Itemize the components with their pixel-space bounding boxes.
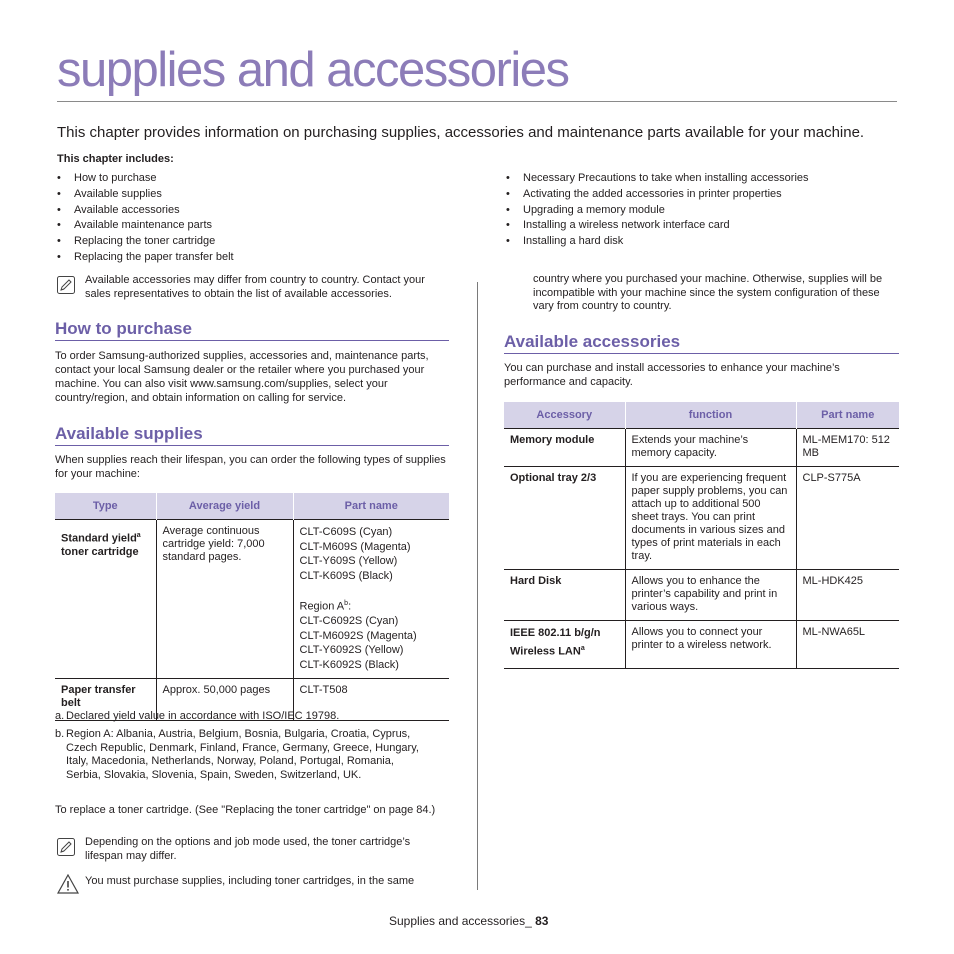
column-header: Type — [55, 493, 156, 520]
part-cell: ML-NWA65L — [796, 621, 899, 669]
column-divider — [477, 282, 478, 890]
type-cell: Paper transfer belt — [55, 679, 156, 721]
section-heading-available-accessories: Available accessories — [504, 332, 681, 351]
list-item: • Replacing the paper transfer belt — [57, 250, 457, 266]
part-cell: CLP-S775A — [796, 467, 899, 570]
page-title: supplies and accessories — [57, 43, 569, 97]
function-cell: Allows you to enhance the printer’s capability and print in various ways. — [625, 570, 796, 621]
table-header-row — [55, 493, 449, 520]
title-divider — [57, 101, 897, 102]
chapter-list-left — [57, 171, 457, 266]
list-item: • Available maintenance parts — [57, 218, 457, 234]
function-cell: If you are experiencing frequent paper supply problems, you can attach up to additional 500 sheet trays. You can print documents in various sizes and types of print materials in each tray. — [625, 467, 796, 570]
footnote-marker: a — [136, 532, 141, 539]
accessory-name-cell: Memory module — [504, 429, 625, 467]
list-item: • Available supplies — [57, 187, 457, 203]
page-footer — [389, 914, 548, 928]
part-name: CLT-C609S (Cyan) — [299, 526, 393, 538]
footnote-a: a. Declared yield value in accordance with ISO/IEC 19798. — [55, 710, 340, 722]
part-cell — [293, 520, 449, 679]
caution-continued-text: country where you purchased your machine. Otherwise, supplies will be incompatible with your machine since the system configuration of these vary from country to country. — [533, 273, 883, 312]
column-header: Part name — [796, 402, 899, 429]
column-header: Average yield — [156, 493, 293, 520]
section-heading-available-supplies: Available supplies — [55, 424, 203, 443]
list-item: • Available accessories — [57, 203, 457, 219]
how-to-purchase-body: To order Samsung-authorized supplies, accessories and, maintenance parts, contact your local Samsung dealer or the retailer where you purchased your machine. You can also visit www.samsung.com/supplies, select your country/region, and obtain information on calling for service. — [55, 350, 429, 404]
column-header: Accessory — [504, 402, 625, 429]
function-cell: Allows you to connect your printer to a wireless network. — [625, 621, 796, 669]
chapter-list-right — [506, 171, 906, 250]
part-name: CLT-K6092S (Black) — [299, 658, 399, 671]
chapter-includes-label: This chapter includes: — [57, 153, 174, 165]
part-name: CLT-K609S (Black) — [299, 569, 393, 582]
chapter-intro: This chapter provides information on purchasing supplies, accessories and maintenance parts available for your machine. — [57, 124, 865, 141]
note-text: Available accessories may differ from country to country. Contact your sales representatives to obtain the list of available accessories. — [85, 274, 425, 300]
list-item: • Upgrading a memory module — [506, 203, 906, 219]
footnote-b: b. Region A: Albania, Austria, Belgium, Bosnia, Bulgaria, Croatia, Cyprus, Czech Republic, Denmark, Finland, France, Germany, Greece, Hungary, Italy, Macedonia, Netherlands, Norway, Poland, Portugal, Romania, Serbia, Slovakia, Slovenia, Spain, Sweden, Switzerland, UK. — [55, 728, 419, 781]
accessory-name-cell: Hard Disk — [504, 570, 625, 621]
column-header: function — [625, 402, 796, 429]
section-divider — [55, 340, 449, 341]
section-divider — [55, 445, 449, 446]
replace-toner-text: To replace a toner cartridge. (See "Replacing the toner cartridge" on page 84.) — [55, 804, 436, 816]
table-row — [55, 520, 449, 679]
available-accessories-body: You can purchase and install accessories to enhance your machine’s performance and capacity. — [504, 362, 840, 388]
part-name: CLT-M6092S (Magenta) — [299, 629, 417, 642]
available-supplies-body: When supplies reach their lifespan, you can order the following types of supplies for your machine: — [55, 454, 446, 480]
part-name: CLT-Y6092S (Yellow) — [299, 644, 404, 657]
section-divider — [504, 353, 899, 354]
yield-cell: Average continuous cartridge yield: 7,000 standard pages. — [156, 520, 293, 679]
footer-text: Supplies and accessories_ — [389, 914, 532, 928]
list-item: • Installing a hard disk — [506, 234, 906, 250]
note-pencil-icon — [57, 838, 75, 861]
column-header: Part name — [293, 493, 449, 520]
table-header-row — [504, 402, 899, 429]
type-text: Standard yield — [61, 532, 137, 545]
part-name: CLT-C6092S (Cyan) — [299, 615, 399, 628]
section-heading-how-to-purchase: How to purchase — [55, 319, 192, 338]
supplies-table — [55, 493, 449, 721]
accessory-name-cell: Optional tray 2/3 — [504, 467, 625, 570]
part-cell: CLT-T508 — [293, 679, 449, 721]
part-name: CLT-M609S (Magenta) — [299, 540, 411, 553]
type-text: toner cartridge — [61, 545, 139, 558]
list-item: • Necessary Precautions to take when installing accessories — [506, 171, 906, 187]
caution-text: You must purchase supplies, including toner cartridges, in the same — [85, 875, 415, 887]
table-row — [504, 429, 899, 467]
type-cell — [55, 520, 156, 679]
list-item: • Installing a wireless network interface card — [506, 218, 906, 234]
table-row — [504, 621, 899, 669]
page-number: 83 — [535, 914, 549, 928]
region-label: Region $A^b$: — [299, 600, 352, 613]
function-cell: Extends your machine’s memory capacity. — [625, 429, 796, 467]
part-cell: ML-HDK425 — [796, 570, 899, 621]
list-item: • Replacing the toner cartridge — [57, 234, 457, 250]
accessories-table — [504, 402, 899, 669]
note-pencil-icon — [57, 276, 75, 299]
caution-triangle-icon — [57, 874, 79, 899]
note-text: Depending on the options and job mode used, the toner cartridge’s lifespan may differ. — [85, 836, 411, 862]
accessory-name-cell: IEEE 802.11 b/g/n Wireless LAN$^a$ — [504, 621, 625, 669]
list-item: • Activating the added accessories in printer properties — [506, 187, 906, 203]
list-item: • How to purchase — [57, 171, 457, 187]
part-name: CLT-Y609S (Yellow) — [299, 555, 398, 567]
part-cell: ML-MEM170: 512 MB — [796, 429, 899, 467]
table-row — [504, 570, 899, 621]
yield-cell: Approx. 50,000 pages — [156, 679, 293, 721]
table-row — [504, 467, 899, 570]
